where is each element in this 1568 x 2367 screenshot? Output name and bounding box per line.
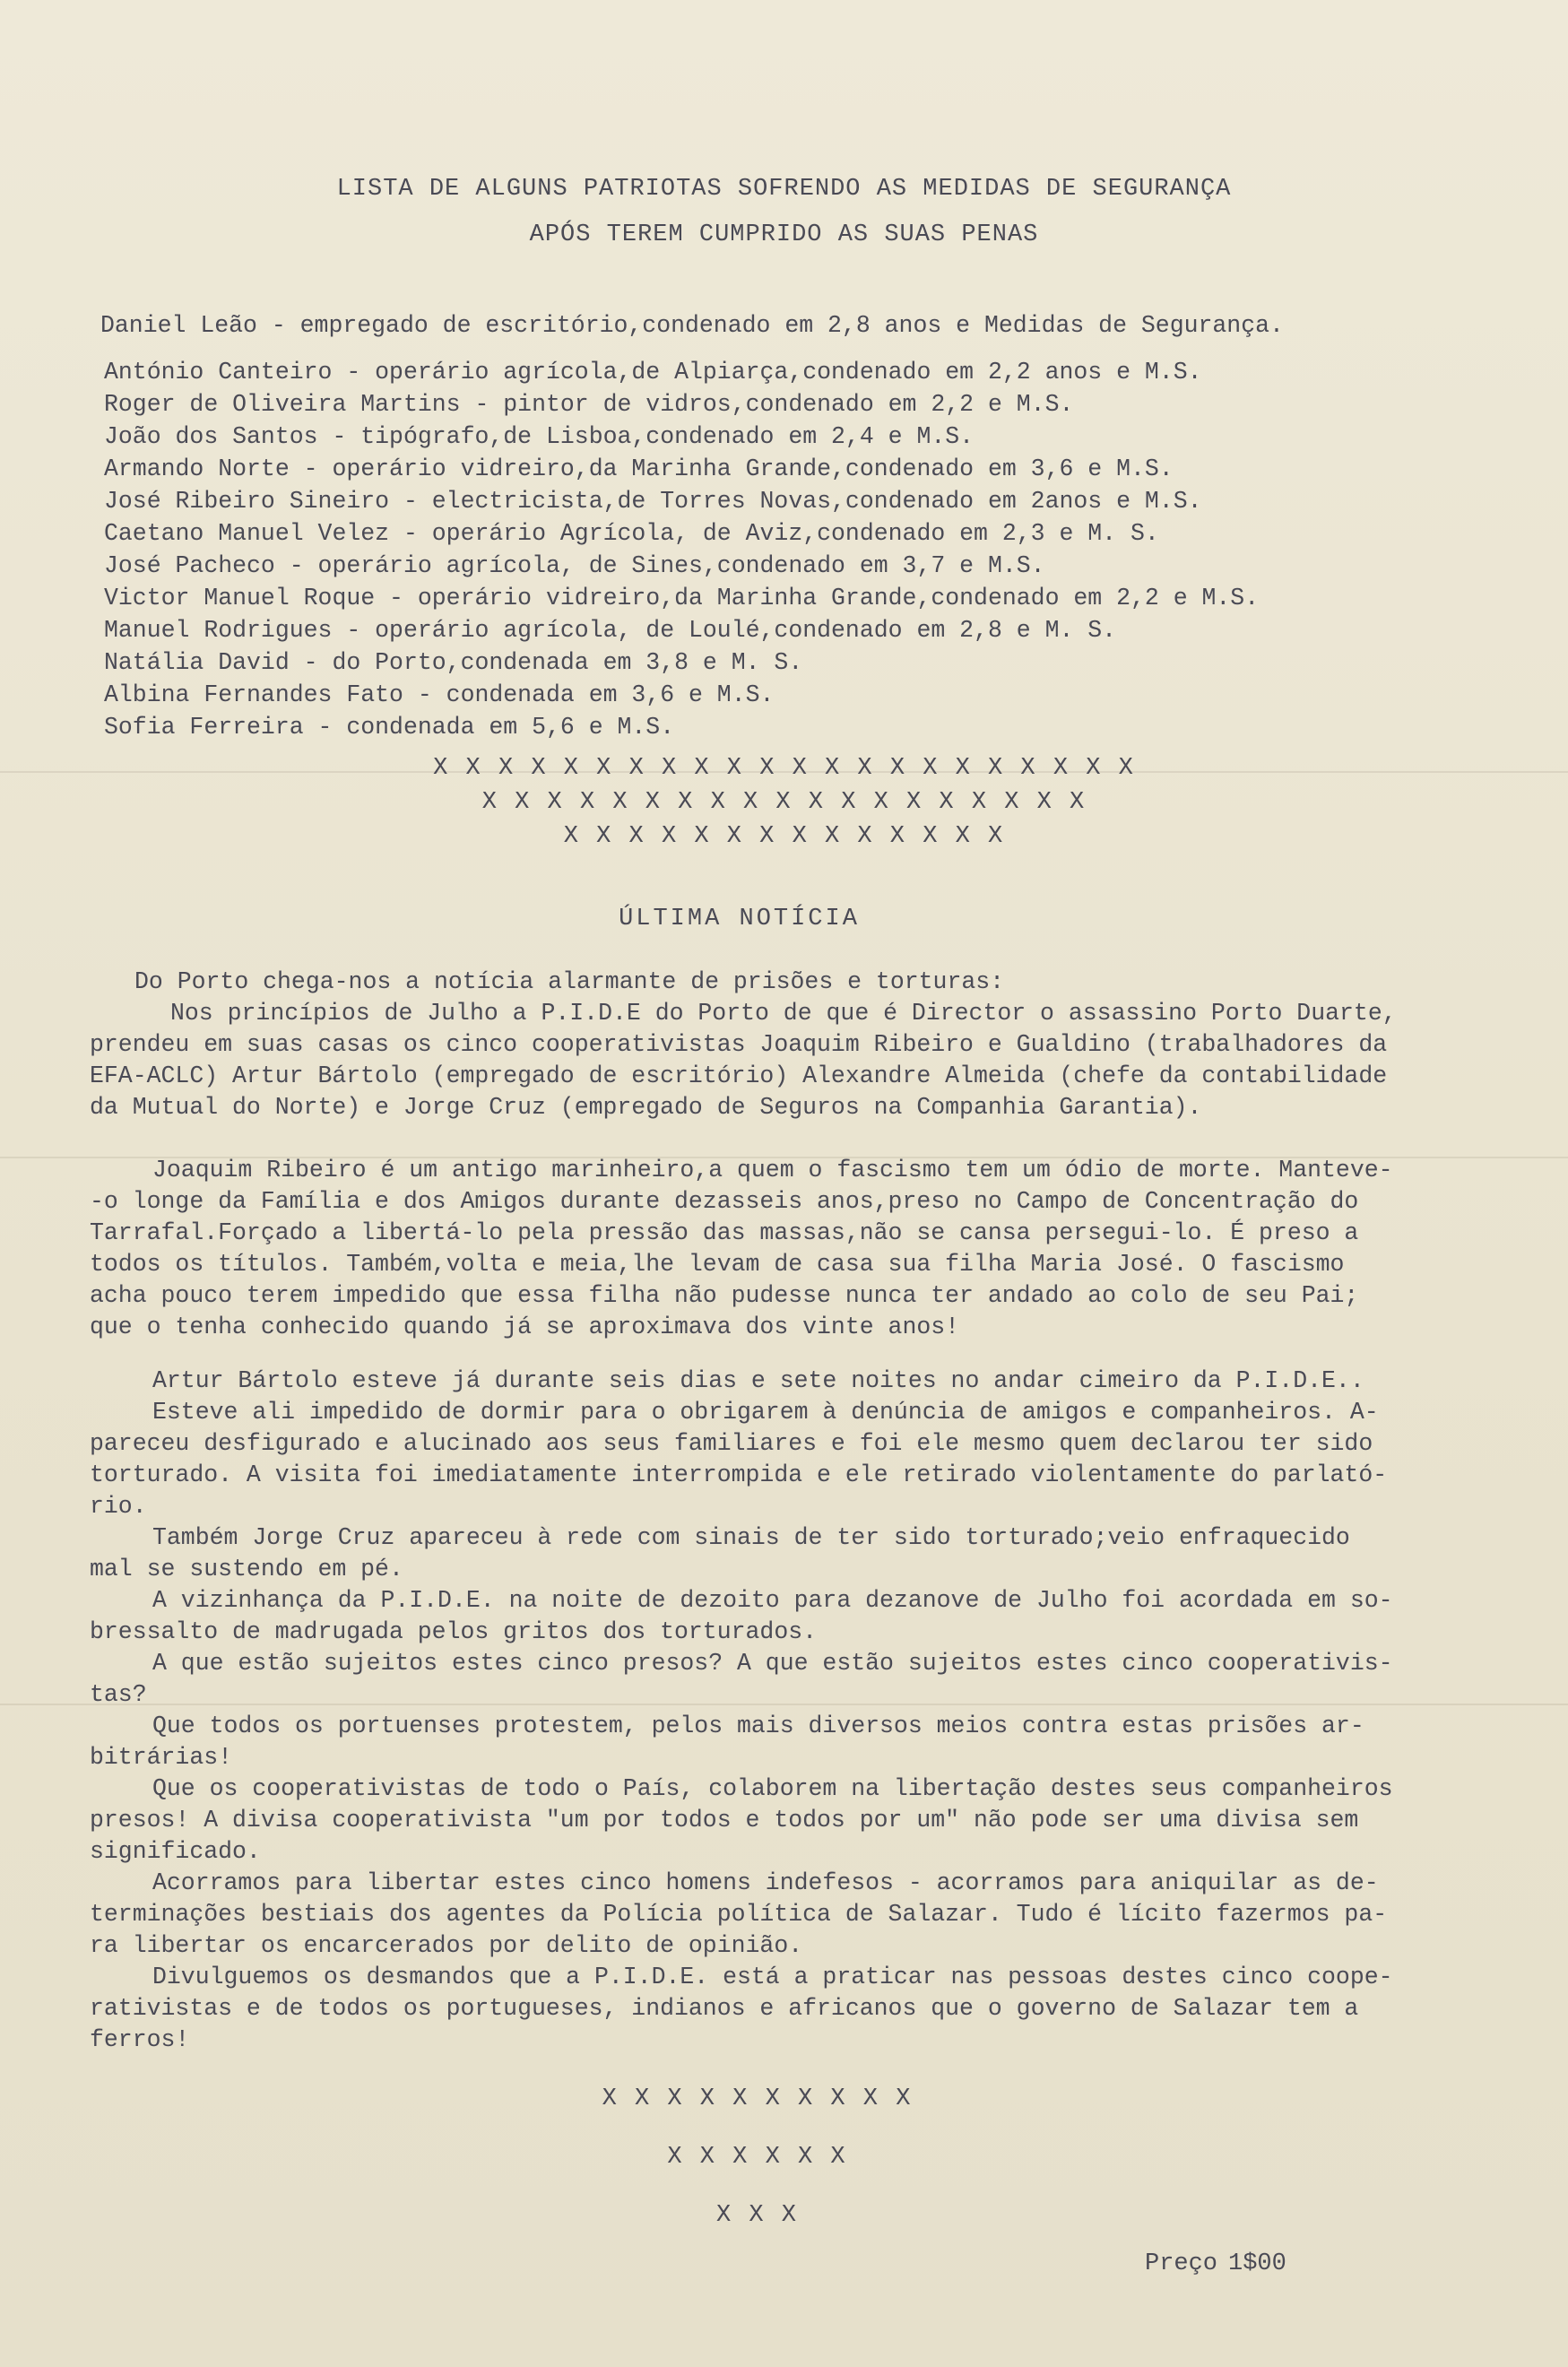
list-item: Sofia Ferreira - condenada em 5,6 e M.S. [104,714,675,741]
list-item: Albina Fernandes Fato - condenada em 3,6 e M.S. [104,681,775,708]
body-line: Que todos os portuenses protestem, pelos mais diversos meios contra estas prisões ar- [152,1712,1364,1739]
body-line: Nos princípios de Julho a P.I.D.E do Porto de que é Director o assassino Porto Duarte, [170,1000,1397,1027]
body-line: acha pouco terem impedido que essa filha não pudesse nunca ter andado ao colo de seu Pai; [90,1282,1359,1309]
list-item: Manuel Rodrigues - operário agrícola, de Loulé,condenado em 2,8 e M. S. [104,617,1117,644]
price-value: 1$00 [1228,2250,1286,2277]
separator-row: X X X [715,2202,798,2229]
body-line: -o longe da Família e dos Amigos durante dezasseis anos,preso no Campo de Concentração do [90,1188,1359,1215]
body-line: Esteve ali impedido de dormir para o obrigarem à denúncia de amigos e companheiros. A- [152,1399,1379,1426]
separator-row: X X X X X X X X X X X X X X X X X X X [481,789,1087,816]
list-item: José Ribeiro Sineiro - electricista,de Torres Novas,condenado em 2anos e M.S. [104,488,1202,515]
body-line: significado. [90,1838,261,1865]
body-line: A vizinhança da P.I.D.E. na noite de dezoito para dezanove de Julho foi acordada em so- [152,1587,1393,1614]
body-line: Do Porto chega-nos a notícia alarmante de prisões e torturas: [134,968,1005,995]
list-item: João dos Santos - tipógrafo,de Lisboa,condenado em 2,4 e M.S. [104,423,975,450]
body-line: prendeu em suas casas os cinco cooperativistas Joaquim Ribeiro e Gualdino (trabalhadores da [90,1031,1388,1058]
body-line: Artur Bártolo esteve já durante seis dias e sete noites no andar cimeiro da P.I.D.E.. [152,1367,1364,1394]
body-line: Divulguemos os desmandos que a P.I.D.E. está a praticar nas pessoas destes cinco coope- [152,1964,1393,1990]
separator-row: X X X X X X [667,2144,847,2171]
body-line: presos! A divisa cooperativista "um por todos e todos por um" não pode ser uma divisa sem [90,1807,1359,1834]
body-line: ra libertar os encarcerados por delito de opinião. [90,1932,803,1959]
list-item: Caetano Manuel Velez - operário Agrícola, de Aviz,condenado em 2,3 e M. S. [104,520,1159,547]
body-line: Tarrafal.Forçado a libertá-lo pela pressão das massas,não se cansa persegui-lo. É preso a [90,1219,1359,1246]
body-line: pareceu desfigurado e alucinado aos seus familiares e foi ele mesmo quem declarou ter sido [90,1430,1373,1457]
body-line: bressalto de madrugada pelos gritos dos torturados. [90,1618,818,1645]
body-line: mal se sustendo em pé. [90,1556,403,1582]
list-item: António Canteiro - operário agrícola,de Alpiarça,condenado em 2,2 anos e M.S. [104,359,1202,386]
body-line: que o tenha conhecido quando já se aproximava dos vinte anos! [90,1314,960,1340]
list-item: Victor Manuel Roque - operário vidreiro,da Marinha Grande,condenado em 2,2 e M.S. [104,585,1260,611]
news-heading: ÚLTIMA NOTÍCIA [619,906,860,932]
document-title-line-2: APÓS TEREM CUMPRIDO AS SUAS PENAS [529,221,1039,248]
body-line: EFA-ACLC) Artur Bártolo (empregado de escritório) Alexandre Almeida (chefe da contabilidade [90,1062,1388,1089]
body-line: ferros! [90,2026,190,2053]
document-title-line-1: LISTA DE ALGUNS PATRIOTAS SOFRENDO AS MEDIDAS DE SEGURANÇA [336,176,1232,203]
list-item: José Pacheco - operário agrícola, de Sines,condenado em 3,7 e M.S. [104,552,1045,579]
lead-entry: Daniel Leão - empregado de escritório,condenado em 2,8 anos e Medidas de Segurança. [100,312,1284,339]
body-line: Também Jorge Cruz apareceu à rede com sinais de ter sido torturado;veio enfraquecido [152,1524,1350,1551]
separator-row: X X X X X X X X X X X X X X [563,823,1005,850]
body-line: bitrárias! [90,1744,233,1771]
separator-row: X X X X X X X X X X [602,2085,913,2112]
separator-row: X X X X X X X X X X X X X X X X X X X X X X [433,755,1135,782]
body-line: terminações bestiais dos agentes da Polícia política de Salazar. Tudo é lícito fazermos pa- [90,1901,1388,1928]
list-item: Roger de Oliveira Martins - pintor de vidros,condenado em 2,2 e M.S. [104,391,1074,418]
price [1145,2250,1286,2277]
price-label: Preço [1145,2250,1218,2277]
body-line: rativistas e de todos os portugueses, indianos e africanos que o governo de Salazar tem a [90,1995,1359,2022]
list-item: Natália David - do Porto,condenada em 3,8 e M. S. [104,649,803,676]
body-line: Acorramos para libertar estes cinco homens indefesos - acorramos para aniquilar as de- [152,1869,1379,1896]
body-line: A que estão sujeitos estes cinco presos? A que estão sujeitos estes cinco cooperativis- [152,1650,1393,1677]
body-line: Que os cooperativistas de todo o País, colaborem na libertação destes seus companheiros [152,1775,1393,1802]
list-item: Armando Norte - operário vidreiro,da Marinha Grande,condenado em 3,6 e M.S. [104,455,1174,482]
body-line: da Mutual do Norte) e Jorge Cruz (empregado de Seguros na Companhia Garantia). [90,1094,1202,1121]
body-line: rio. [90,1493,147,1520]
body-line: torturado. A visita foi imediatamente interrompida e ele retirado violentamente do parlató- [90,1461,1388,1488]
body-line: tas? [90,1681,147,1708]
body-line: Joaquim Ribeiro é um antigo marinheiro,a quem o fascismo tem um ódio de morte. Manteve- [152,1157,1393,1184]
body-line: todos os títulos. Também,volta e meia,lhe levam de casa sua filha Maria José. O fascismo [90,1251,1345,1278]
